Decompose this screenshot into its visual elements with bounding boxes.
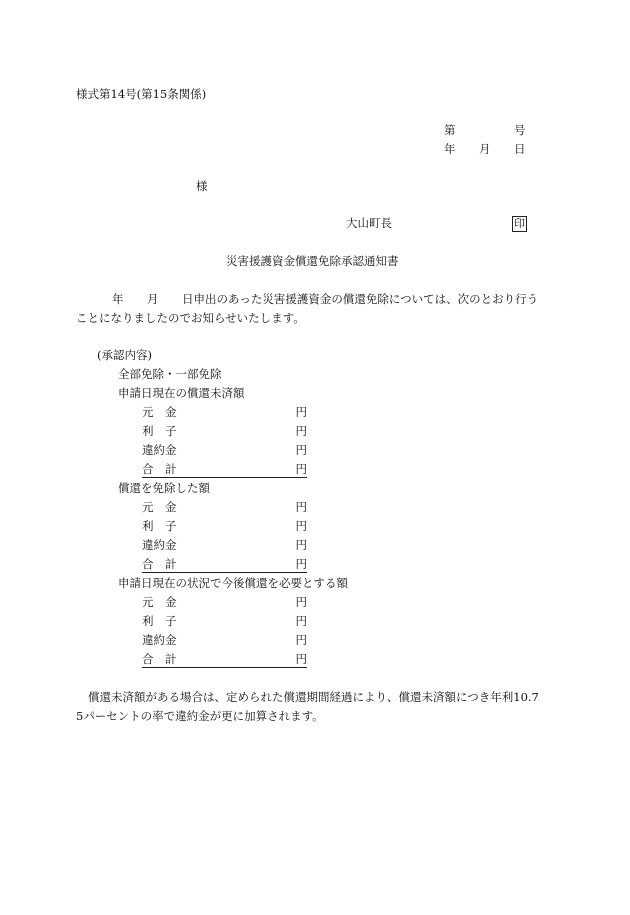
- number-go: 号: [514, 123, 526, 137]
- yen-unit: 円: [295, 462, 307, 476]
- yen-unit: 円: [295, 424, 307, 438]
- yen-unit: 円: [295, 595, 307, 609]
- amount-row: [142, 518, 307, 534]
- row-label: 元 金: [142, 595, 177, 609]
- yen-unit: 円: [295, 519, 307, 533]
- row-label: 利 子: [142, 614, 177, 628]
- section-title: 申請日現在の状況で今後償還を必要とする額: [118, 576, 348, 590]
- section-title: 申請日現在の償還未済額: [118, 386, 245, 400]
- amount-row: [142, 613, 307, 629]
- row-label: 違約金: [142, 443, 177, 457]
- total-row: [142, 651, 307, 668]
- exemption-option: 全部免除・一部免除: [118, 367, 222, 381]
- yen-unit: 円: [295, 614, 307, 628]
- document-title: 災害援護資金償還免除承認通知書: [226, 254, 399, 268]
- row-label: 利 子: [142, 424, 177, 438]
- row-label: 合 計: [142, 462, 177, 476]
- amount-row: [142, 499, 307, 515]
- row-label: 元 金: [142, 500, 177, 514]
- date-day: 日: [514, 142, 526, 156]
- note-line1: 償還未済額がある場合は、定められた償還期間経過により、償還未済額につき年利10.7: [88, 690, 539, 704]
- amount-row: [142, 594, 307, 610]
- note-line2: 5パーセントの率で違約金が更に加算されます。: [76, 709, 324, 723]
- body-line1: 日申出のあった災害援護資金の償還免除については、次のとおり行う: [182, 292, 539, 306]
- form-number: 様式第14号(第15条関係): [76, 87, 207, 101]
- amount-row: [142, 423, 307, 439]
- amount-row: [142, 537, 307, 553]
- date-month: 月: [479, 142, 491, 156]
- seal-stamp: [512, 215, 527, 232]
- total-row: [142, 461, 307, 478]
- yen-unit: 円: [295, 405, 307, 419]
- row-label: 利 子: [142, 519, 177, 533]
- sender-name: 大山町長: [346, 216, 392, 230]
- details-heading: (承認内容): [97, 348, 152, 362]
- row-label: 元 金: [142, 405, 177, 419]
- row-label: 合 計: [142, 652, 177, 666]
- seal-mark: 印: [514, 217, 525, 230]
- yen-unit: 円: [295, 500, 307, 514]
- yen-unit: 円: [295, 633, 307, 647]
- number-dai: 第: [444, 123, 456, 137]
- addressee-sama: 様: [196, 179, 208, 193]
- row-label: 違約金: [142, 633, 177, 647]
- amount-row: [142, 632, 307, 648]
- body-line2: ことになりましたのでお知らせいたします。: [76, 311, 305, 325]
- amount-row: [142, 442, 307, 458]
- amount-row: [142, 404, 307, 420]
- body-month: 月: [147, 292, 159, 306]
- total-row: [142, 556, 307, 573]
- yen-unit: 円: [295, 557, 307, 571]
- yen-unit: 円: [295, 652, 307, 666]
- body-year: 年: [112, 292, 124, 306]
- section-title: 償還を免除した額: [118, 481, 210, 495]
- row-label: 違約金: [142, 538, 177, 552]
- yen-unit: 円: [295, 538, 307, 552]
- date-year: 年: [444, 142, 456, 156]
- yen-unit: 円: [295, 443, 307, 457]
- row-label: 合 計: [142, 557, 177, 571]
